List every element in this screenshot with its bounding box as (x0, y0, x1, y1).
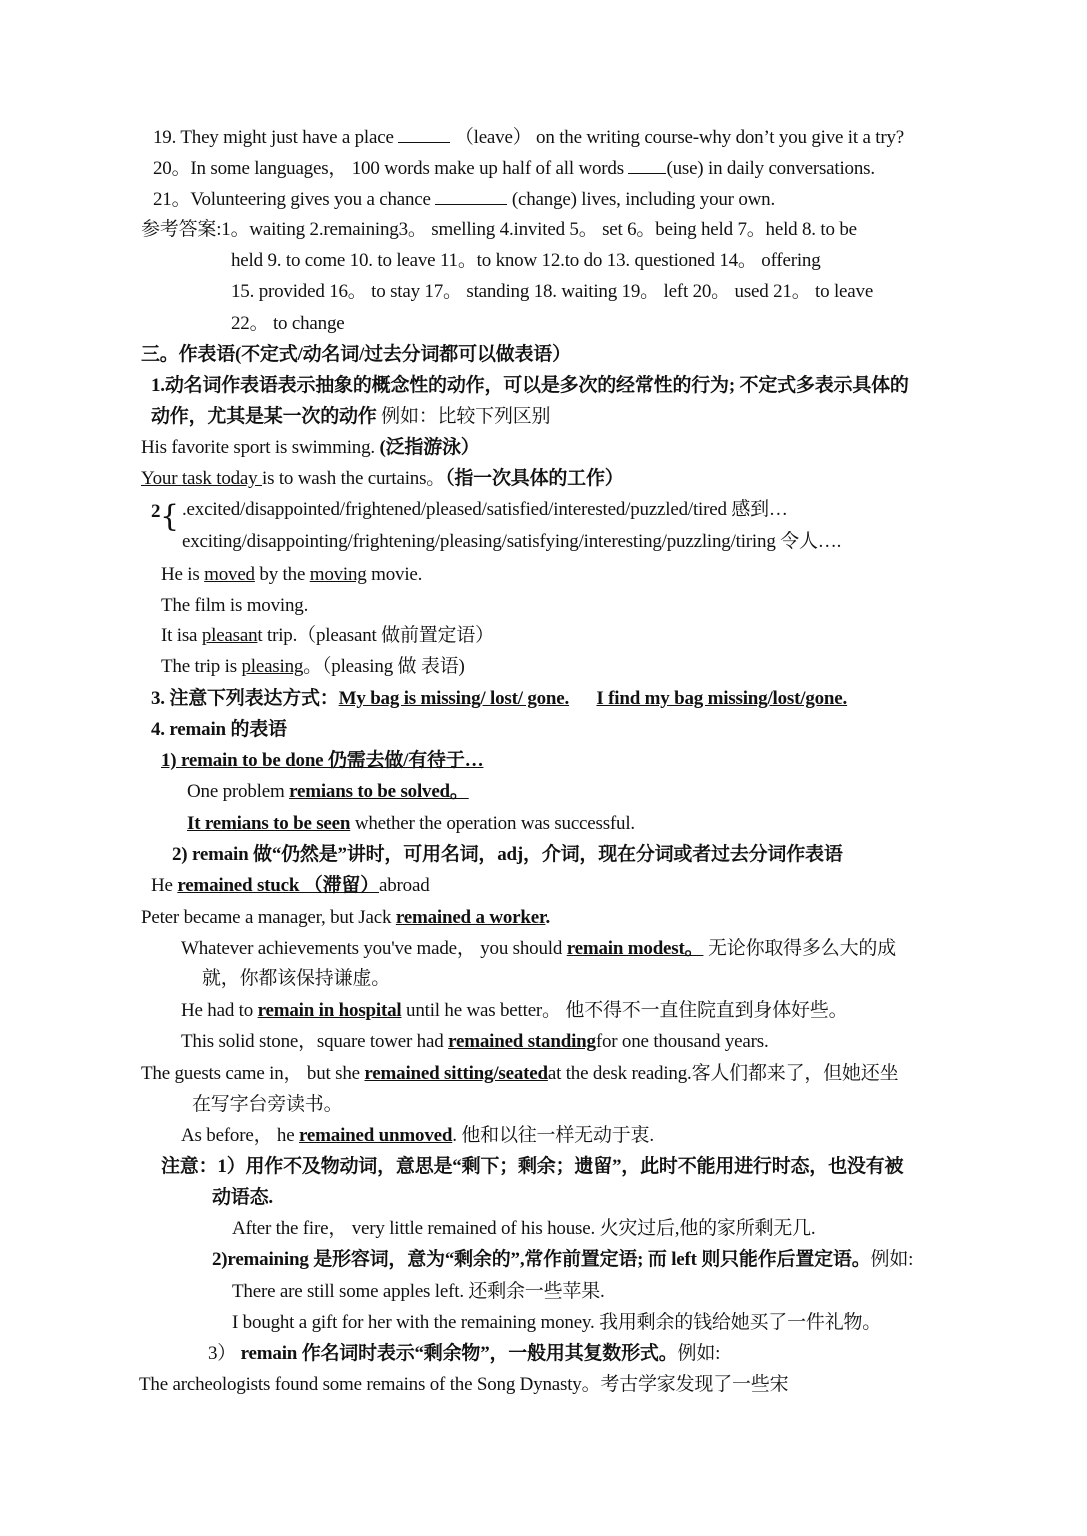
answer-blank (398, 124, 450, 143)
example-text: He had to (181, 1000, 258, 1021)
example-text: by the (254, 564, 310, 585)
example-text: He is (161, 564, 205, 585)
note-1-line-1 (161, 1155, 903, 1179)
exercise-text: （leave） on the writing course-why don’t you give it a try? (450, 127, 905, 148)
example-text: abroad (379, 875, 430, 896)
exercise-text: 21。Volunteering gives you a chance (153, 189, 436, 210)
answers-line-4: 22。 to change (231, 313, 345, 334)
example-text: 无论你取得多么大的成 (703, 938, 896, 959)
example-text: One problem (187, 781, 290, 802)
section-heading: 三。作表语(不定式/动名词/过去分词都可以做表语） (141, 344, 571, 365)
answers-line-1 (141, 218, 857, 242)
note-3-number: 3） (208, 1343, 241, 1364)
point-3-expression-2: I find my bag missing/lost/gone. (596, 688, 848, 709)
point-4-heading: 4. remain 的表语 (151, 719, 287, 740)
answer-blank (435, 186, 507, 205)
example-text: As before， he (181, 1125, 300, 1146)
point-3-gap (569, 688, 596, 709)
example-remains-seen (187, 812, 635, 836)
point-1-line-1: 1.动名词作表语表示抽象的概念性的动作，可以是多次的经常性的行为; 不定式多表示具体的 (151, 375, 909, 396)
note-2-example-2: I bought a gift for her with the remaining money. 我用剩余的钱给她买了一件礼物。 (232, 1312, 882, 1333)
example-text: whether the operation was successful. (350, 813, 635, 834)
example-seated (141, 1062, 898, 1086)
exercise-text: (change) lives, including your own. (507, 189, 776, 210)
answers-text: 1。waiting 2.remaining3。 smelling 4.invited 5。 set 6。being held 7。held 8. to be (221, 219, 857, 240)
answers-line-3: 15. provided 16。 to stay 17。 standing 18. waiting 19。 left 20。 used 21。 to leave (231, 281, 874, 302)
example-underlined: remained unmoved (299, 1125, 453, 1146)
example-moved (161, 563, 422, 587)
example-underlined: It remians to be seen (187, 813, 351, 834)
example-underlined: moving (309, 564, 367, 585)
note-1-example: After the fire， very little remained of his house. 火灾过后,他的家所剩无几. (232, 1218, 816, 1239)
example-text: The guests came in， but she (141, 1063, 365, 1084)
example-underlined: remain in hospital (257, 1000, 402, 1021)
example-text: for one thousand years. (595, 1031, 769, 1052)
example-unmoved (181, 1124, 654, 1148)
point-1-bold: 动作，尤其是某一次的动作 (151, 406, 377, 427)
note-2-example-1: There are still some apples left. 还剩余一些苹果. (232, 1281, 605, 1302)
point-3-expression-1: My bag is missing/ lost/ gone. (338, 688, 570, 709)
example-seated-cont: 在写字台旁读书。 (192, 1094, 343, 1115)
example-underlined: Your task today (141, 468, 263, 489)
example-underlined: pleasan (201, 625, 258, 646)
exercise-text: (use) in daily conversations. (666, 158, 875, 179)
note-2-text: 2)remaining 是形容词，意为“剩余的”,常作前置定语; 而 left 则只能作后置定语。 (212, 1249, 871, 1270)
point-2-line-2: exciting/disappointing/frightening/pleasing/satisfying/interesting/puzzling/tiring 令人…. (182, 531, 842, 552)
example-text: until he was better。 他不得不一直住院直到身体好些。 (401, 1000, 848, 1021)
example-text: Peter became a manager, but Jack (141, 907, 396, 928)
note-3-example: The archeologists found some remains of the Song Dynasty。考古学家发现了一些宋 (139, 1374, 789, 1395)
point-3 (151, 687, 847, 711)
answer-blank (628, 155, 666, 174)
point-2-number: 2 (151, 501, 161, 522)
note-label: 注意： (161, 1156, 218, 1177)
note-3 (208, 1342, 720, 1366)
example-text: This solid stone，square tower had (181, 1031, 449, 1052)
exercise-19 (153, 124, 904, 150)
remain-1-heading (161, 749, 483, 773)
note-1-line-2: 动语态. (212, 1187, 273, 1208)
point-1-note: 例如：比较下列区别 (376, 406, 551, 427)
remain-1-text: 1) remain to be done 仍需去做/有待于… (161, 750, 484, 771)
example-standing (181, 1030, 769, 1054)
example-remains-solved (187, 780, 469, 804)
point-2-line-1: .excited/disappointed/frightened/pleased/satisfied/interested/puzzled/tired 感到… (182, 499, 788, 520)
example-text: 。（pleasing 做 表语) (303, 656, 465, 677)
example-pleasing (161, 655, 465, 679)
exercise-21 (153, 186, 775, 212)
note-1-text: 1）用作不及物动词，意思是“剩下；剩余；遗留”，此时不能用进行时态，也没有被 (217, 1156, 904, 1177)
example-film: The film is moving. (161, 595, 309, 616)
example-swimming (141, 436, 480, 460)
example-text: t trip.（pleasant 做前置定语） (257, 625, 494, 646)
example-note: （指一次具体的工作） (445, 468, 624, 489)
example-stuck (151, 874, 430, 898)
exercise-text: 19. They might just have a place (153, 127, 399, 148)
exercise-20 (153, 155, 875, 181)
example-modest (181, 937, 896, 961)
example-curtains (141, 467, 624, 491)
note-2-eg: 例如: (870, 1249, 914, 1270)
example-note: (泛指游泳） (379, 437, 480, 458)
example-underlined: moved (204, 564, 255, 585)
example-underlined: pleasing (241, 656, 304, 677)
answers-line-2: held 9. to come 10. to leave 11。to know 12.to do 13. questioned 14。 offering (231, 250, 821, 271)
example-pleasant (161, 624, 494, 648)
example-text: It isa (161, 625, 202, 646)
example-modest-cont: 就，你都该保持谦虚。 (202, 968, 391, 989)
example-underlined: remained a worker (395, 907, 546, 928)
example-text: movie. (366, 564, 423, 585)
exercise-text: 20。In some languages， 100 words make up half of all words (153, 158, 629, 179)
brace-icon: { (160, 499, 180, 534)
example-text: at the desk reading.客人们都来了，但她还坐 (547, 1063, 899, 1084)
note-3-eg: 例如: (677, 1343, 721, 1364)
example-text: His favorite sport is swimming. (141, 437, 380, 458)
example-underlined: remians to be solved。 (289, 781, 469, 802)
answers-label: 参考答案: (141, 219, 222, 240)
remain-2-heading: 2) remain 做“仍然是”讲时，可用名词，adj，介词，现在分词或者过去分词作表语 (172, 844, 843, 865)
example-underlined: remain modest。 (566, 938, 704, 959)
example-underlined: remained stuck （滞留） (177, 875, 379, 896)
example-text: Whatever achievements you've made， you should (181, 938, 567, 959)
example-text: is to wash the curtains。 (262, 468, 446, 489)
note-3-text: remain 作名词时表示“剩余物”，一般用其复数形式。 (240, 1343, 678, 1364)
example-text: . (545, 907, 551, 928)
example-underlined: remained sitting/seated (364, 1063, 548, 1084)
example-underlined: remained standing (448, 1031, 596, 1052)
example-hospital (181, 999, 847, 1023)
point-1-line-2 (151, 405, 550, 429)
example-text: He (151, 875, 178, 896)
point-3-label: 3. 注意下列表达方式： (151, 688, 339, 709)
example-text: . 他和以往一样无动于衷. (452, 1125, 654, 1146)
example-worker (141, 906, 550, 930)
note-2 (212, 1248, 913, 1272)
example-text: The trip is (161, 656, 242, 677)
